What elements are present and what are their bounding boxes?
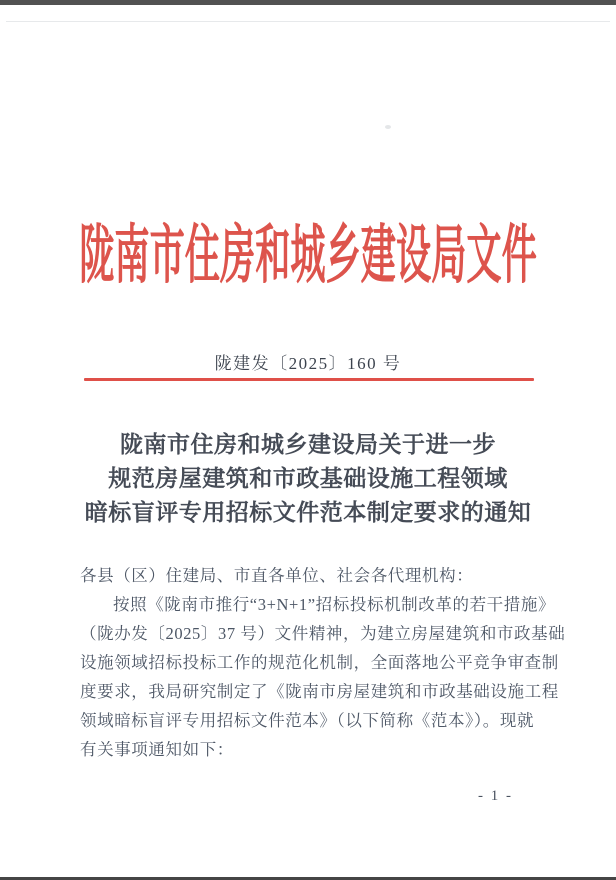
letterhead — [0, 210, 616, 290]
letterhead-divider — [84, 378, 534, 381]
body-line: 有关事项通知如下： — [80, 740, 234, 759]
body-line: （陇办发〔2025〕37 号）文件精神，为建立房屋建筑和市政基础 — [80, 624, 566, 643]
body-line: 度要求，我局研究制定了《陇南市房屋建筑和市政基础设施工程 — [80, 682, 559, 701]
scan-edge-top — [0, 0, 616, 5]
title-line-3: 暗标盲评专用招标文件范本制定要求的通知 — [84, 500, 532, 525]
scan-artifact-line — [6, 21, 610, 22]
page-number: - 1 - — [478, 788, 513, 804]
title-line-1: 陇南市住房和城乡建设局关于进一步 — [120, 432, 496, 457]
document-number: 陇建发〔2025〕160 号 — [214, 354, 402, 373]
body-line: 设施领域招标投标工作的规范化机制，全面落地公平竞争审查制 — [80, 653, 559, 672]
body-salutation: 各县（区）住建局、市直各单位、社会各代理机构： — [80, 566, 474, 585]
letterhead-title: 陇南市住房和城乡建设局文件 — [79, 220, 537, 291]
body-line: 按照《陇南市推行“3+N+1”招标投标机制改革的若干措施》 — [113, 595, 556, 614]
document-title — [0, 428, 616, 530]
scan-smudge — [385, 125, 391, 129]
body-line: 领域暗标盲评专用招标文件范本》（以下简称《范本》）。现就 — [80, 711, 535, 730]
document-body — [80, 561, 566, 764]
title-line-2: 规范房屋建筑和市政基础设施工程领域 — [108, 466, 508, 491]
